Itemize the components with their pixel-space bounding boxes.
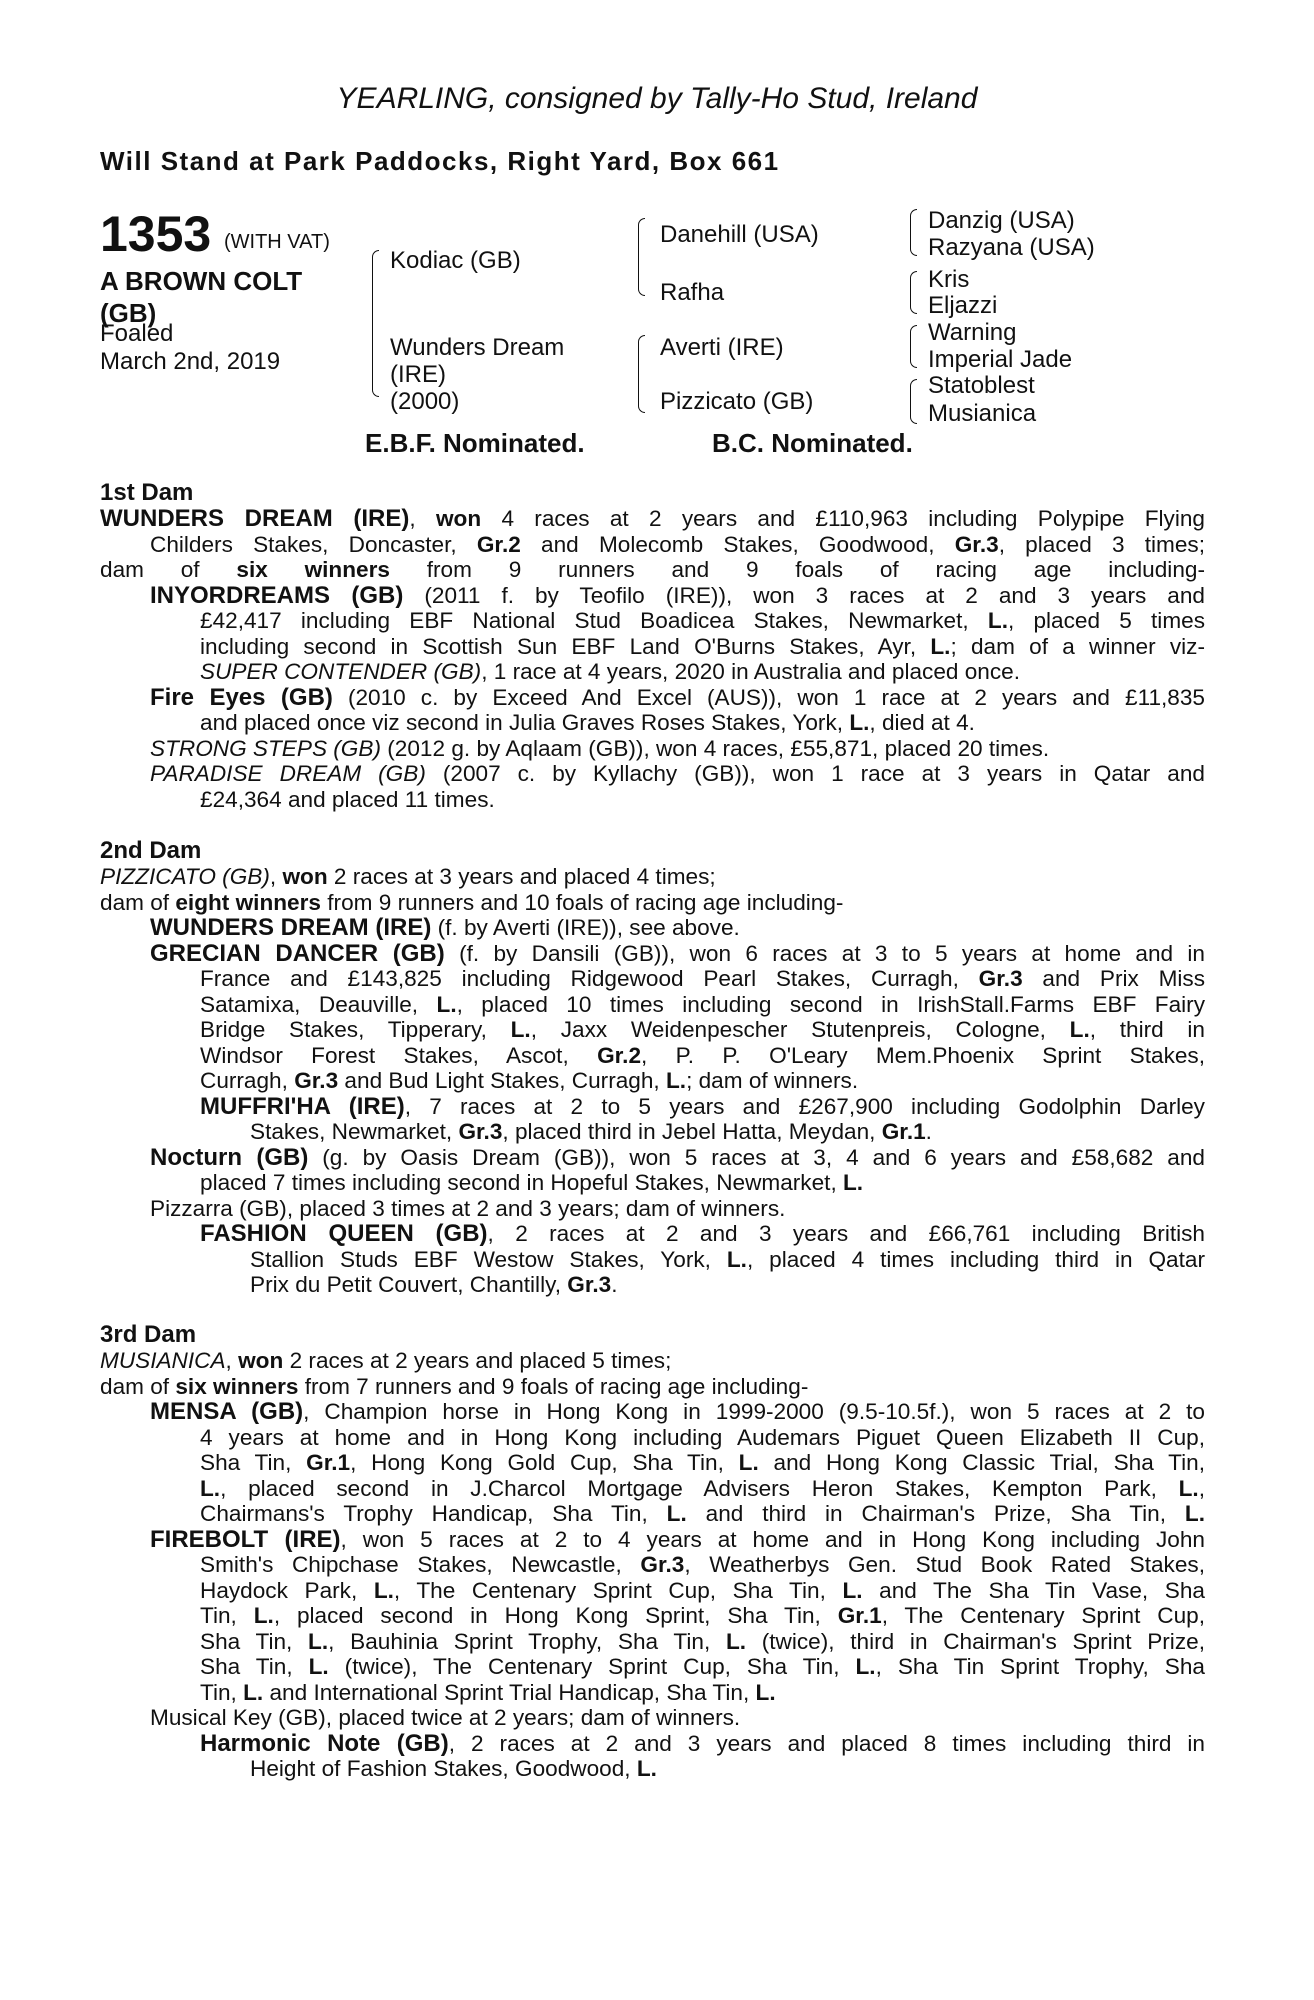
foaled-label: Foaled [100, 320, 174, 347]
text-span: (2010 c. by Exceed And Excel (AUS)), won 1 race at 2 years and £11,835 [332, 684, 1205, 710]
dam-country: (IRE) [390, 361, 446, 388]
text-span: , 2 races at 2 and 3 years and £66,761 including British [487, 1221, 1206, 1246]
dam [390, 334, 564, 415]
text-line [100, 685, 1205, 711]
italic-name: STRONG STEPS (GB) [150, 735, 381, 761]
bold-text: Gr.3 [954, 531, 999, 557]
text-line [100, 1145, 1205, 1171]
horse-name: WUNDERS DREAM (IRE) [100, 505, 410, 532]
bold-text: Gr.3 [640, 1552, 685, 1577]
text-line [100, 915, 1205, 941]
grandsire: Warning [928, 319, 1017, 346]
text-span: Childers Stakes, Doncaster, [150, 531, 477, 557]
text-span: dam of [100, 889, 176, 915]
text-span: (f. by Dansili (GB)), won 6 races at 3 to 5 years at home and in [444, 940, 1205, 966]
section-heading: 3rd Dam [100, 1321, 197, 1348]
bold-text: six winners [236, 557, 390, 582]
granddam: Eljazzi [928, 292, 998, 319]
bold-text: L. [1069, 1017, 1090, 1042]
text-span: and Hong Kong Classic Trial, Sha Tin, [758, 1450, 1205, 1475]
granddam: Imperial Jade [928, 346, 1073, 373]
text-span: , 2 races at 2 and 3 years and placed 8 times including third in [448, 1730, 1205, 1756]
text-line [100, 1578, 1205, 1604]
text-span: (twice), third in Chairman's Sprint Prize, [746, 1628, 1205, 1654]
text-span: , placed 5 times [1007, 608, 1205, 633]
text-span: 2 races at 3 years and placed 4 times; [327, 864, 716, 889]
text-line [100, 941, 1205, 967]
italic-name: SUPER CONTENDER (GB) [200, 659, 482, 684]
sire: Kodiac (GB) [390, 247, 521, 274]
text-span: , The Centenary Sprint Cup, [881, 1603, 1205, 1628]
text-span: , placed 10 times including second in IrishStall.Farms EBF Fairy [456, 991, 1206, 1017]
bold-text: L. [855, 1654, 876, 1679]
text-span: including second in Scottish Sun EBF Land O'Burns Stakes, Ayr, [200, 633, 931, 659]
bold-text: won [435, 506, 482, 531]
text-span: dam of [100, 1373, 176, 1399]
bold-text: L. [636, 1756, 657, 1781]
bold-text: won [238, 1348, 284, 1373]
text-line [100, 1094, 1205, 1120]
text-line [100, 761, 1205, 787]
text-span: from 7 runners and 9 foals of racing age including- [298, 1373, 809, 1399]
text-span: Tin, [200, 1603, 254, 1628]
text-span: ; dam of a winner viz- [950, 633, 1205, 659]
brace [638, 335, 645, 413]
text-line [100, 1068, 1205, 1094]
text-span: and placed once viz second in Julia Graves Roses Stakes, York, [200, 710, 850, 735]
text-line [100, 864, 1205, 890]
text-span: . [611, 1272, 618, 1297]
text-line [100, 1501, 1205, 1527]
bold-text: L. [308, 1628, 329, 1654]
bold-text: Gr.3 [978, 966, 1023, 991]
text-span: from 9 runners and 9 foals of racing age including- [389, 557, 1205, 582]
bold-text: L. [987, 608, 1008, 633]
brace [910, 325, 917, 368]
text-span: and third in Chairman's Prize, Sha Tin, [686, 1501, 1185, 1526]
text-line [100, 736, 1205, 762]
grandsire: Kris [928, 266, 970, 293]
text-span: placed 7 times including second in Hopeful Stakes, Newmarket, [200, 1170, 843, 1195]
bold-text: L. [726, 1246, 747, 1272]
text-line [100, 557, 1205, 583]
bold-text: L. [436, 991, 457, 1017]
text-line: 4 years at home and in Hong Kong including Audemars Piguet Queen Elizabeth II Cup, [200, 1424, 1205, 1450]
dam-sire: Averti (IRE) [660, 334, 784, 361]
text-span: ; dam of winners. [686, 1068, 859, 1093]
text-line [100, 1629, 1205, 1655]
brace [910, 209, 917, 256]
text-line [100, 1603, 1205, 1629]
bold-text: L. [200, 1475, 221, 1501]
bold-text: eight winners [175, 889, 321, 915]
horse-name: FIREBOLT (IRE) [150, 1525, 341, 1553]
text-span: Smith's Chipchase Stakes, Newcastle, [200, 1552, 641, 1577]
text-span: , Sha Tin Sprint Trophy, Sha [875, 1654, 1205, 1679]
text-line [100, 659, 1205, 685]
text-span: and The Sha Tin Vase, Sha [862, 1577, 1205, 1603]
bold-text: L. [243, 1679, 264, 1705]
text-span: Tin, [200, 1679, 244, 1705]
text-line [100, 1170, 1205, 1196]
text-line [100, 1399, 1205, 1425]
text-span: . [925, 1119, 932, 1144]
sire-dam: Rafha [660, 279, 725, 306]
text-line [100, 583, 1205, 609]
bold-text: L. [253, 1603, 274, 1628]
text-span: , [269, 864, 283, 889]
text-span: (f. by Averti (IRE)), see above. [431, 915, 740, 940]
brace [910, 271, 917, 314]
horse-name: FASHION QUEEN (GB) [200, 1220, 488, 1247]
text-span: Windsor Forest Stakes, Ascot, [200, 1042, 598, 1068]
text-line [100, 506, 1205, 532]
text-span: , placed second in Hong Kong Sprint, Sha Tin, [273, 1603, 838, 1628]
sire-sire: Danehill (USA) [660, 221, 819, 248]
horse-name: Nocturn (GB) [150, 1143, 309, 1171]
horse-name: GRECIAN DANCER (GB) [150, 939, 445, 967]
text-span: and International Sprint Trial Handicap, Sha Tin, [263, 1679, 756, 1705]
text-span: and Bud Light Stakes, Curragh, [338, 1068, 666, 1093]
granddam: Razyana (USA) [928, 234, 1095, 261]
text-line [100, 634, 1205, 660]
bold-text: Gr.1 [306, 1450, 351, 1475]
text-line [100, 1043, 1205, 1069]
bold-text: Gr.3 [458, 1119, 503, 1144]
description-line: (GB) [100, 298, 157, 328]
text-line [100, 608, 1205, 634]
bold-text: Gr.1 [881, 1119, 926, 1144]
bold-text: L. [930, 633, 951, 659]
bold-text: won [282, 864, 328, 889]
text-line [100, 532, 1205, 558]
text-span: (twice), The Centenary Sprint Cup, Sha Tin, [328, 1654, 856, 1679]
horse-name: WUNDERS DREAM (IRE) [150, 914, 432, 941]
text-span: Bridge Stakes, Tipperary, [200, 1017, 511, 1042]
text-span: Prix du Petit Couvert, Chantilly, [250, 1272, 568, 1297]
text-line [100, 1476, 1205, 1502]
text-line: Pizzarra (GB), placed 3 times at 2 and 3 years; dam of winners. [150, 1195, 786, 1221]
ebf-nominated: E.B.F. Nominated. [365, 428, 585, 458]
text-line [100, 966, 1205, 992]
text-line [100, 1552, 1205, 1578]
third-dam-section [100, 1322, 1205, 1782]
section-heading: 2nd Dam [100, 837, 202, 864]
text-span: Stakes, Newmarket, [250, 1119, 459, 1144]
italic-name: MUSIANICA [100, 1348, 226, 1373]
text-span: (g. by Oasis Dream (GB)), won 5 races at 3, 4 and 6 years and £58,682 and [308, 1144, 1205, 1170]
text-line [100, 710, 1205, 736]
text-line [100, 1374, 1205, 1400]
text-span: , [1198, 1475, 1205, 1501]
text-span: , placed 4 times including third in Qatar [746, 1246, 1205, 1272]
text-span: Sha Tin, [200, 1654, 309, 1679]
foaled-date: March 2nd, 2019 [100, 348, 281, 375]
bold-text: L. [755, 1679, 776, 1705]
text-span: Chairmans's Trophy Handicap, Sha Tin, [200, 1501, 667, 1526]
consignment-line: YEARLING, consigned by Tally-Ho Stud, Ireland [336, 82, 978, 115]
bold-text: L. [843, 1170, 864, 1195]
dam-name: Wunders Dream [390, 334, 565, 361]
bold-text: Gr.3 [294, 1068, 339, 1093]
text-span: from 9 runners and 10 foals of racing age including- [320, 889, 844, 915]
text-line [100, 1272, 1205, 1298]
bc-nominated: B.C. Nominated. [712, 428, 913, 458]
text-line [100, 1221, 1205, 1247]
granddam: Musianica [928, 400, 1037, 427]
text-span: 2 races at 2 years and placed 5 times; [283, 1348, 672, 1373]
stand-location: Will Stand at Park Paddocks, Right Yard, Box 661 [100, 146, 780, 176]
italic-name: PARADISE DREAM (GB) [150, 761, 426, 786]
text-line [100, 1654, 1205, 1680]
dam-year: (2000) [390, 388, 460, 415]
text-span: Sha Tin, [200, 1628, 309, 1654]
second-dam-section [100, 838, 1205, 1298]
text-line [100, 992, 1205, 1018]
text-line: £24,364 and placed 11 times. [200, 786, 495, 812]
text-line [100, 1450, 1205, 1476]
bold-text: L. [373, 1577, 394, 1603]
text-line [100, 1119, 1205, 1145]
text-span: , died at 4. [869, 710, 975, 735]
text-span: (2011 f. by Teofilo (IRE)), won 3 races at 2 and 3 years and [403, 582, 1205, 608]
text-line [100, 1756, 1205, 1782]
bold-text: L. [738, 1450, 759, 1475]
text-span: and Prix Miss [1022, 966, 1206, 991]
bold-text: L. [725, 1628, 747, 1654]
text-span: , The Centenary Sprint Cup, Sha Tin, [393, 1577, 843, 1603]
text-span: dam of [100, 557, 237, 582]
text-span: (2007 c. by Kyllachy (GB)), won 1 race at 3 years in Qatar and [425, 761, 1205, 786]
bold-text: six winners [175, 1373, 299, 1399]
text-span: 4 races at 2 years and £110,963 including Polypipe Flying [481, 506, 1205, 531]
text-span: , placed third in Jebel Hatta, Meydan, [502, 1119, 882, 1144]
text-line [100, 1017, 1205, 1043]
text-span: and Molecomb Stakes, Goodwood, [520, 531, 955, 557]
text-span: , third in [1089, 1017, 1205, 1042]
text-span: , placed second in J.Charcol Mortgage Advisers Heron Stakes, Kempton Park, [220, 1475, 1179, 1501]
text-line [100, 890, 1205, 916]
bold-text: Gr.3 [567, 1272, 612, 1297]
bold-text: Gr.2 [476, 531, 521, 557]
bold-text: L. [510, 1017, 531, 1042]
section-heading: 1st Dam [100, 479, 194, 506]
bold-text: Gr.1 [837, 1603, 882, 1628]
first-dam-section [100, 480, 1205, 812]
text-span: Haydock Park, [200, 1577, 374, 1603]
brace [372, 250, 379, 397]
text-span: , [409, 506, 436, 531]
description-line: A BROWN COLT [100, 266, 303, 296]
horse-name: Fire Eyes (GB) [150, 683, 333, 711]
text-span: (2012 g. by Aqlaam (GB)), won 4 races, £55,871, placed 20 times. [380, 735, 1050, 761]
bold-text: L. [1184, 1501, 1205, 1526]
horse-name: MUFFRI'HA (IRE) [200, 1092, 405, 1120]
text-span: , Weatherbys Gen. Stud Book Rated Stakes, [684, 1552, 1205, 1577]
text-span: , P. P. O'Leary Mem.Phoenix Sprint Stakes, [641, 1042, 1206, 1068]
text-span: , Jaxx Weidenpescher Stutenpreis, Cologne, [530, 1017, 1070, 1042]
bold-text: L. [842, 1577, 863, 1603]
text-line [100, 1731, 1205, 1757]
text-line [100, 1680, 1205, 1706]
text-span: , [225, 1348, 239, 1373]
lot-number: 1353 [100, 206, 212, 262]
text-span: , placed 3 times; [998, 531, 1205, 557]
text-line [100, 1348, 1205, 1374]
horse-name: INYORDREAMS (GB) [150, 581, 404, 609]
brace [638, 218, 645, 296]
brace [910, 379, 917, 424]
text-span: , 7 races at 2 to 5 years and £267,900 including Godolphin Darley [404, 1093, 1205, 1119]
italic-name: PIZZICATO (GB) [100, 864, 270, 889]
bold-text: L. [666, 1501, 687, 1526]
bold-text: L. [665, 1068, 687, 1093]
text-span: , Bauhinia Sprint Trophy, Sha Tin, [328, 1628, 726, 1654]
text-span: Stallion Studs EBF Westow Stakes, York, [250, 1246, 727, 1272]
grandsire: Danzig (USA) [928, 207, 1075, 234]
foaled-info [100, 320, 280, 376]
bold-text: L. [308, 1654, 329, 1679]
grandsire: Statoblest [928, 372, 1035, 399]
text-span: , Hong Kong Gold Cup, Sha Tin, [350, 1450, 739, 1475]
text-span: Satamixa, Deauville, [200, 991, 437, 1017]
text-span: Sha Tin, [200, 1450, 307, 1475]
dam-dam: Pizzicato (GB) [660, 388, 814, 415]
text-span: Curragh, [200, 1068, 295, 1093]
horse-name: MENSA (GB) [150, 1398, 304, 1425]
text-line [100, 1247, 1205, 1273]
text-span: , 1 race at 4 years, 2020 in Australia and placed once. [481, 659, 1021, 684]
vat-note: (WITH VAT) [224, 231, 330, 253]
text-span: , Champion horse in Hong Kong in 1999-2000 (9.5-10.5f.), won 5 races at 2 to [303, 1399, 1205, 1424]
text-span: Height of Fashion Stakes, Goodwood, [250, 1756, 637, 1781]
text-line: Musical Key (GB), placed twice at 2 years; dam of winners. [150, 1705, 741, 1730]
text-span: France and £143,825 including Ridgewood Pearl Stakes, Curragh, [200, 966, 979, 991]
bold-text: L. [849, 710, 870, 735]
text-span: £42,417 including EBF National Stud Boadicea Stakes, Newmarket, [200, 608, 988, 633]
bold-text: Gr.2 [597, 1042, 642, 1068]
horse-name: Harmonic Note (GB) [200, 1729, 449, 1757]
bold-text: L. [1178, 1475, 1199, 1501]
text-span: , won 5 races at 2 to 4 years at home and in Hong Kong including John [340, 1526, 1205, 1552]
text-line [100, 1527, 1205, 1553]
